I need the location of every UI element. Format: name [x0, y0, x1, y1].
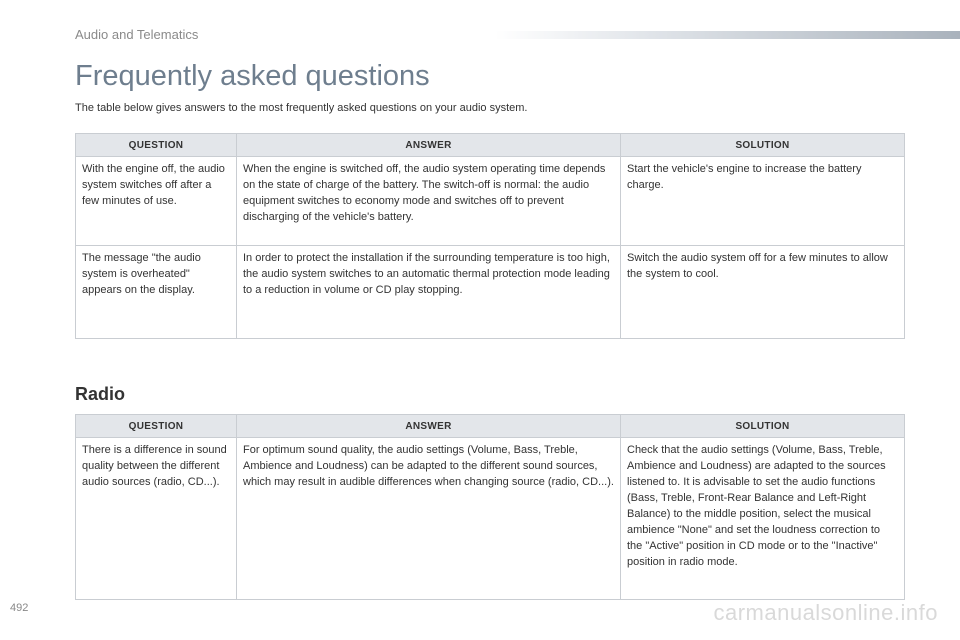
page-title: Frequently asked questions	[75, 60, 430, 92]
solution-cell: Start the vehicle's engine to increase the battery charge.	[621, 157, 905, 246]
page-number: 492	[10, 602, 29, 614]
solution-cell: Check that the audio settings (Volume, Bass, Treble, Ambience and Loudness) are adapted to the sources listened to. It is advisable to set the audio functions (Bass, Treble, Front-Rear Balance and Left-Right Balance) to the middle position, select the musical ambience "None" and set the loudness correction to the "Active" position in CD mode or to the "Inactive" position in radio mode.	[621, 438, 905, 600]
section-header: Audio and Telematics	[75, 27, 199, 42]
header-decorative-bar	[495, 31, 960, 39]
column-header-solution: SOLUTION	[621, 415, 905, 438]
table-row	[76, 157, 905, 246]
question-cell: There is a difference in sound quality between the different audio sources (radio, CD...).	[76, 438, 237, 600]
section-title-radio: Radio	[75, 384, 126, 404]
answer-cell: When the engine is switched off, the audio system operating time depends on the state of charge of the battery. The switch-off is normal: the audio equipment switches to economy mode and switches off to prevent discharging of the vehicle's battery.	[237, 157, 621, 246]
faq-table-general	[75, 133, 905, 339]
column-header-answer: ANSWER	[237, 134, 621, 157]
table-row	[76, 246, 905, 339]
table-row	[76, 438, 905, 600]
answer-cell: For optimum sound quality, the audio settings (Volume, Bass, Treble, Ambience and Loudness) can be adapted to the different sound sources, which may result in audible differences when changing source (radio, CD...).	[237, 438, 621, 600]
solution-cell: Switch the audio system off for a few minutes to allow the system to cool.	[621, 246, 905, 339]
faq-table-radio	[75, 414, 905, 600]
column-header-question: QUESTION	[76, 134, 237, 157]
column-header-question: QUESTION	[76, 415, 237, 438]
question-cell: The message "the audio system is overheated" appears on the display.	[76, 246, 237, 339]
answer-cell: In order to protect the installation if the surrounding temperature is too high, the audio system switches to an automatic thermal protection mode leading to a reduction in volume or CD play stopping.	[237, 246, 621, 339]
table-header-row	[76, 134, 905, 157]
watermark: carmanualsonline.info	[713, 600, 938, 625]
column-header-answer: ANSWER	[237, 415, 621, 438]
question-cell: With the engine off, the audio system switches off after a few minutes of use.	[76, 157, 237, 246]
column-header-solution: SOLUTION	[621, 134, 905, 157]
table-header-row	[76, 415, 905, 438]
intro-text: The table below gives answers to the most frequently asked questions on your audio system.	[75, 102, 528, 114]
